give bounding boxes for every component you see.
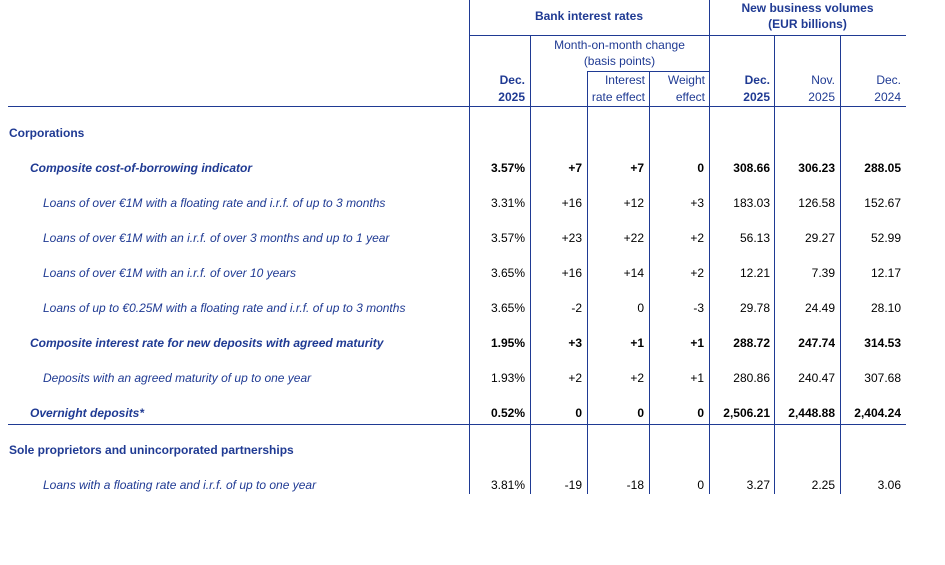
cell-mom: +23: [561, 231, 582, 245]
cell-we: +2: [690, 266, 704, 280]
cell-v2: 7.39: [811, 266, 835, 280]
header-bank-rates: Bank interest rates: [534, 9, 644, 23]
header-rule-mom: [469, 35, 709, 36]
cell-v2: 240.47: [798, 371, 835, 385]
col-header-vol3-2: 2024: [874, 90, 901, 104]
col-header-we-1: Weight: [667, 73, 705, 87]
cell-v3: 307.68: [864, 371, 901, 385]
row-label: Loans with a floating rate and i.r.f. of up to one year: [43, 478, 317, 492]
row-label: Loans of over €1M with a floating rate and i.r.f. of up to 3 months: [43, 196, 386, 210]
col-divider-ire-left: [587, 72, 588, 494]
cell-v2: 24.49: [804, 301, 835, 315]
cell-v2: 2.25: [811, 478, 835, 492]
cell-rate: 3.31%: [490, 196, 525, 210]
col-header-ire-2: rate effect: [591, 90, 645, 104]
cell-mom: +16: [561, 266, 582, 280]
cell-mom: -19: [564, 478, 582, 492]
col-header-vol3-1: Dec.: [876, 73, 901, 87]
cell-ire: 0: [637, 406, 644, 420]
cell-mom: -2: [571, 301, 582, 315]
cell-mom: +2: [568, 371, 582, 385]
cell-we: 0: [697, 478, 704, 492]
cell-ire: 0: [637, 301, 644, 315]
header-volumes-line1: New business volumes: [741, 1, 874, 15]
cell-v1: 280.86: [733, 371, 770, 385]
cell-v3: 152.67: [864, 196, 901, 210]
cell-v3: 3.06: [877, 478, 901, 492]
cell-ire: +14: [623, 266, 644, 280]
cell-ire: -18: [626, 478, 644, 492]
cell-rate: 3.57%: [490, 161, 525, 175]
cell-v1: 2,506.21: [723, 406, 770, 420]
col-header-rate-2: 2025: [498, 90, 525, 104]
cell-we: +1: [690, 371, 704, 385]
col-header-vol2-1: Nov.: [811, 73, 835, 87]
cell-v3: 12.17: [870, 266, 901, 280]
row-label: Loans of up to €0.25M with a floating rate and i.r.f. of up to 3 months: [43, 301, 406, 315]
col-header-vol2-2: 2025: [808, 90, 835, 104]
cell-ire: +12: [623, 196, 644, 210]
cell-mom: 0: [575, 406, 582, 420]
cell-v1: 288.72: [733, 336, 770, 350]
header-rule-volumes: [709, 35, 906, 36]
cell-mom: +16: [561, 196, 582, 210]
cell-rate: 3.65%: [490, 301, 525, 315]
cell-v1: 3.27: [746, 478, 770, 492]
section-rule-corporations-end: [8, 424, 906, 425]
cell-rate: 1.93%: [490, 371, 525, 385]
cell-we: +3: [690, 196, 704, 210]
section-corporations: Corporations: [9, 126, 85, 140]
cell-v1: 12.21: [739, 266, 770, 280]
col-divider-nov-left: [774, 36, 775, 494]
mom-box-right: [709, 36, 710, 494]
row-label: Composite cost-of-borrowing indicator: [30, 161, 252, 175]
cell-rate: 0.52%: [490, 406, 525, 420]
col-header-ire-1: Interest: [604, 73, 645, 87]
col-header-we-2: effect: [675, 90, 705, 104]
row-label: Loans of over €1M with an i.r.f. of over 3 months and up to 1 year: [43, 231, 390, 245]
cell-v2: 29.27: [804, 231, 835, 245]
cell-v2: 2,448.88: [788, 406, 835, 420]
cell-we: 0: [697, 161, 704, 175]
col-header-vol1-1: Dec.: [744, 73, 770, 87]
cell-v3: 2,404.24: [854, 406, 901, 420]
cell-v3: 288.05: [864, 161, 901, 175]
cell-v1: 29.78: [739, 301, 770, 315]
cell-we: 0: [697, 406, 704, 420]
cell-v1: 308.66: [733, 161, 770, 175]
cell-v3: 314.53: [864, 336, 901, 350]
cell-ire: +22: [623, 231, 644, 245]
row-label: Loans of over €1M with an i.r.f. of over 10 years: [43, 266, 297, 280]
col-header-rate-1: Dec.: [499, 73, 525, 87]
section-sole-proprietors: Sole proprietors and unincorporated partnerships: [9, 443, 294, 457]
col-divider-we-left: [649, 72, 650, 494]
col-divider-dec24-left: [840, 36, 841, 494]
cell-rate: 1.95%: [490, 336, 525, 350]
header-rule-mom-inner: [587, 71, 709, 72]
row-label: Composite interest rate for new deposits with agreed maturity: [30, 336, 384, 350]
cell-v1: 56.13: [739, 231, 770, 245]
cell-rate: 3.65%: [490, 266, 525, 280]
cell-v3: 28.10: [870, 301, 901, 315]
cell-ire: +2: [630, 371, 644, 385]
header-mom-line2: (basis points): [583, 54, 656, 68]
col-header-vol1-2: 2025: [743, 90, 770, 104]
cell-rate: 3.57%: [490, 231, 525, 245]
cell-ire: +7: [630, 161, 644, 175]
cell-we: +1: [690, 336, 704, 350]
row-label: Overnight deposits*: [30, 406, 145, 420]
cell-v3: 52.99: [870, 231, 901, 245]
cell-rate: 3.81%: [490, 478, 525, 492]
cell-we: +2: [690, 231, 704, 245]
header-mom-line1: Month-on-month change: [554, 38, 685, 52]
cell-v2: 247.74: [798, 336, 835, 350]
col-divider-mom-left: [530, 36, 531, 494]
cell-ire: +1: [630, 336, 644, 350]
cell-v2: 126.58: [798, 196, 835, 210]
cell-mom: +7: [568, 161, 582, 175]
header-rule-bottom: [8, 106, 906, 107]
header-volumes-line2: (EUR billions): [768, 17, 847, 31]
cell-v1: 183.03: [733, 196, 770, 210]
cell-v2: 306.23: [798, 161, 835, 175]
row-label: Deposits with an agreed maturity of up to one year: [43, 371, 312, 385]
cell-mom: +3: [568, 336, 582, 350]
cell-we: -3: [693, 301, 704, 315]
